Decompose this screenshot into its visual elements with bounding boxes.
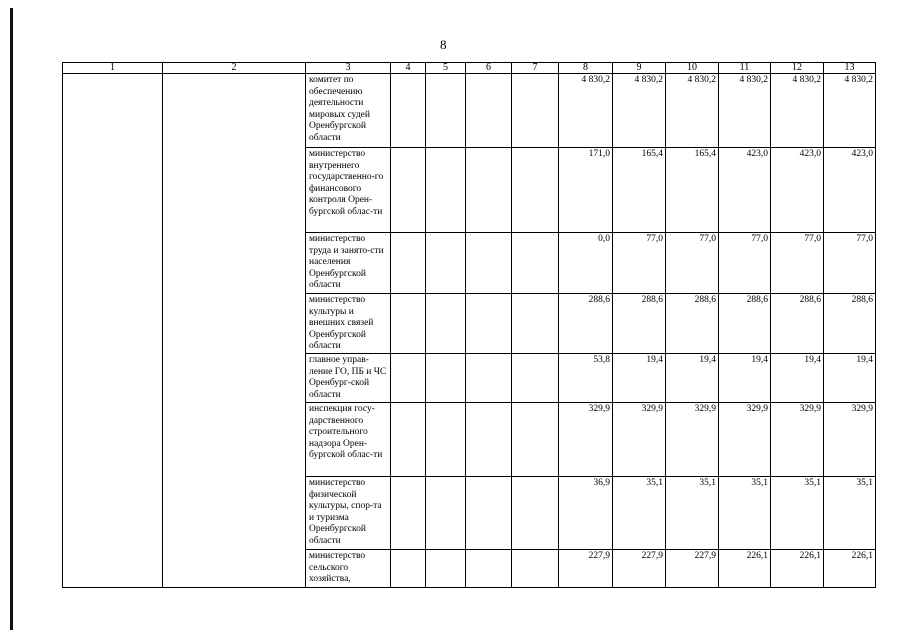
empty-cell: [512, 477, 559, 550]
column-header: 12: [771, 63, 824, 74]
column-header: 2: [163, 63, 306, 74]
value-cell: 423,0: [719, 148, 771, 233]
value-cell: 226,1: [771, 550, 824, 588]
value-cell: 288,6: [559, 294, 613, 354]
empty-cell: [466, 550, 512, 588]
value-cell: 226,1: [824, 550, 876, 588]
empty-cell: [512, 74, 559, 148]
value-cell: 226,1: [719, 550, 771, 588]
empty-cell: [391, 354, 426, 403]
col2-merged-cell: [163, 74, 306, 588]
value-cell: 165,4: [613, 148, 666, 233]
budget-table: [62, 62, 876, 588]
header-row: [63, 63, 876, 74]
value-cell: 227,9: [666, 550, 719, 588]
empty-cell: [391, 477, 426, 550]
agency-name: комитет по обеспечению деятельности мировых судей Оренбургской области: [306, 74, 391, 148]
value-cell: 35,1: [719, 477, 771, 550]
value-cell: 19,4: [613, 354, 666, 403]
value-cell: 329,9: [824, 403, 876, 477]
empty-cell: [426, 294, 466, 354]
column-header: 8: [559, 63, 613, 74]
column-header: 6: [466, 63, 512, 74]
value-cell: 227,9: [613, 550, 666, 588]
value-cell: 288,6: [824, 294, 876, 354]
value-cell: 329,9: [559, 403, 613, 477]
empty-cell: [466, 354, 512, 403]
empty-cell: [391, 294, 426, 354]
empty-cell: [466, 74, 512, 148]
empty-cell: [426, 354, 466, 403]
empty-cell: [512, 354, 559, 403]
col1-merged-cell: [63, 74, 163, 588]
value-cell: 19,4: [824, 354, 876, 403]
value-cell: 35,1: [613, 477, 666, 550]
column-header: 13: [824, 63, 876, 74]
value-cell: 329,9: [666, 403, 719, 477]
value-cell: 4 830,2: [613, 74, 666, 148]
value-cell: 4 830,2: [824, 74, 876, 148]
value-cell: 36,9: [559, 477, 613, 550]
agency-name: министерство физической культуры, спор-та и туризма Оренбургской области: [306, 477, 391, 550]
value-cell: 53,8: [559, 354, 613, 403]
column-header: 11: [719, 63, 771, 74]
empty-cell: [466, 148, 512, 233]
value-cell: 288,6: [613, 294, 666, 354]
empty-cell: [391, 148, 426, 233]
agency-name: главное управ-ление ГО, ПБ и ЧС Оренбург-ской области: [306, 354, 391, 403]
empty-cell: [466, 403, 512, 477]
value-cell: 423,0: [771, 148, 824, 233]
empty-cell: [391, 550, 426, 588]
value-cell: 4 830,2: [559, 74, 613, 148]
column-header: 3: [306, 63, 391, 74]
value-cell: 35,1: [771, 477, 824, 550]
value-cell: 0,0: [559, 233, 613, 294]
value-cell: 35,1: [824, 477, 876, 550]
column-header: 1: [63, 63, 163, 74]
value-cell: 4 830,2: [666, 74, 719, 148]
column-header: 4: [391, 63, 426, 74]
empty-cell: [512, 148, 559, 233]
agency-name: министерство культуры и внешних связей Оренбургской области: [306, 294, 391, 354]
empty-cell: [426, 403, 466, 477]
empty-cell: [391, 233, 426, 294]
value-cell: 288,6: [719, 294, 771, 354]
value-cell: 329,9: [771, 403, 824, 477]
agency-name: министерство труда и занято-сти населения Оренбургской области: [306, 233, 391, 294]
value-cell: 4 830,2: [771, 74, 824, 148]
value-cell: 77,0: [613, 233, 666, 294]
value-cell: 77,0: [824, 233, 876, 294]
value-cell: 423,0: [824, 148, 876, 233]
value-cell: 288,6: [666, 294, 719, 354]
column-header: 5: [426, 63, 466, 74]
page-number: 8: [440, 37, 447, 52]
agency-name: инспекция госу-дарственного строительного надзора Орен-бургской облас-ти: [306, 403, 391, 477]
value-cell: 19,4: [666, 354, 719, 403]
value-cell: 77,0: [666, 233, 719, 294]
value-cell: 77,0: [771, 233, 824, 294]
column-header: 10: [666, 63, 719, 74]
value-cell: 19,4: [771, 354, 824, 403]
empty-cell: [512, 403, 559, 477]
empty-cell: [512, 550, 559, 588]
empty-cell: [466, 233, 512, 294]
value-cell: 329,9: [719, 403, 771, 477]
empty-cell: [466, 294, 512, 354]
value-cell: 4 830,2: [719, 74, 771, 148]
empty-cell: [466, 477, 512, 550]
empty-cell: [391, 403, 426, 477]
agency-name: министерство сельского хозяйства,: [306, 550, 391, 588]
value-cell: 35,1: [666, 477, 719, 550]
value-cell: 171,0: [559, 148, 613, 233]
empty-cell: [426, 233, 466, 294]
agency-name: министерство внутреннего государственно-го финансового контроля Орен-бургской облас-ти: [306, 148, 391, 233]
empty-cell: [426, 74, 466, 148]
empty-cell: [426, 550, 466, 588]
scan-left-edge: [10, 8, 13, 630]
column-header: 7: [512, 63, 559, 74]
value-cell: 165,4: [666, 148, 719, 233]
table-row: [63, 74, 876, 148]
empty-cell: [426, 148, 466, 233]
value-cell: 77,0: [719, 233, 771, 294]
value-cell: 19,4: [719, 354, 771, 403]
empty-cell: [512, 294, 559, 354]
value-cell: 329,9: [613, 403, 666, 477]
empty-cell: [391, 74, 426, 148]
column-header: 9: [613, 63, 666, 74]
empty-cell: [512, 233, 559, 294]
value-cell: 227,9: [559, 550, 613, 588]
empty-cell: [426, 477, 466, 550]
value-cell: 288,6: [771, 294, 824, 354]
